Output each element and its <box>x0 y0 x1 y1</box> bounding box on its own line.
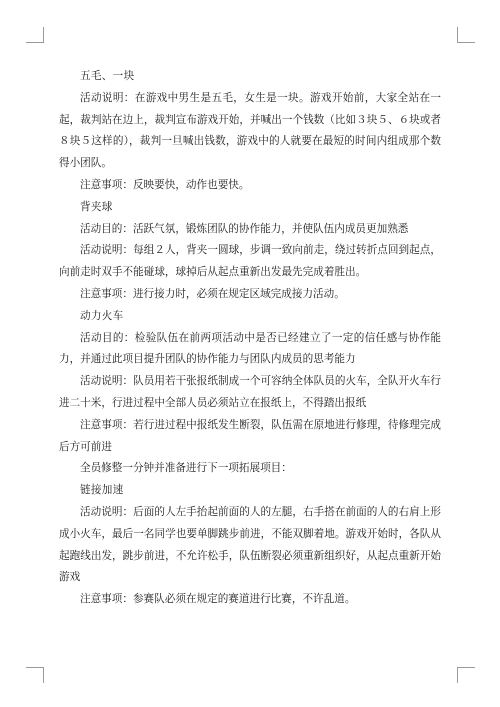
crop-mark-top-right <box>457 27 475 43</box>
paragraph-notes: 注意事项：参赛队必须在规定的赛道进行比赛，不许乱道。 <box>80 593 356 606</box>
paragraph-notes: 注意事项：若行进过程中报纸发生断裂，队伍需在原地进行修理，待修理完成后方可前进 <box>59 418 441 453</box>
paragraph-activity-purpose: 活动目的：活跃气氛，锻炼团队的协作能力，并使队伍内成员更加熟悉 <box>80 222 409 235</box>
crop-mark-bottom-left <box>26 667 44 683</box>
paragraph-transition: 全员修整一分钟并准备进行下一项拓展项目： <box>80 462 292 475</box>
crop-mark-bottom-right <box>457 667 475 683</box>
paragraph-notes: 注意事项：进行接力时，必须在规定区域完成接力活动。 <box>80 287 345 300</box>
paragraph-activity-description: 活动说明：每组２人，背夹一圆球，步调一致向前走，绕过转折点回到起点，向前走时双手不能碰球，球掉后从起点重新出发最先完成着胜出。 <box>59 244 441 279</box>
paragraph-activity-description: 活动说明：在游戏中男生是五毛，女生是一块。游戏开始前，大家全站在一起，裁判站在边上，裁判宣布游戏开始，并喊出一个钱数（比如３块５、６块或者８块５这样的），裁判一旦喊出钱数，游戏中的人就要在最短的时间内组成那个数得小团队。 <box>59 91 441 170</box>
paragraph-activity-purpose: 活动目的：检验队伍在前两项活动中是否已经建立了一定的信任感与协作能力，并通过此项目提升团队的协作能力与团队内成员的思考能力 <box>59 331 441 366</box>
crop-mark-top-left <box>26 27 44 43</box>
section-title-dongli-huoche: 动力火车 <box>80 309 124 322</box>
paragraph-activity-description: 活动说明：队员用若干张报纸制成一个可容纳全体队员的火车，全队开火车行进二十米，行进过程中全部人员必须站立在报纸上，不得踏出报纸 <box>59 375 441 409</box>
section-title-beijiaqiu: 背夹球 <box>80 200 113 213</box>
section-title-lianjie-jiasu: 链接加速 <box>80 484 124 497</box>
paragraph-notes: 注意事项：反映要快，动作也要快。 <box>80 178 250 191</box>
document-body <box>59 66 441 611</box>
section-title-wumao-yikuai: 五毛、一块 <box>80 70 135 82</box>
paragraph-activity-description: 活动说明：后面的人左手抬起前面的人的左腿，右手搭在前面的人的右肩上形成小火车，最后一名同学也要单脚跳步前进，不能双脚着地。游戏开始时，各队从起跑线出发，跳步前进，不允许松手，队伍断裂必须重新组织好，从起点重新开始游戏 <box>59 505 441 584</box>
